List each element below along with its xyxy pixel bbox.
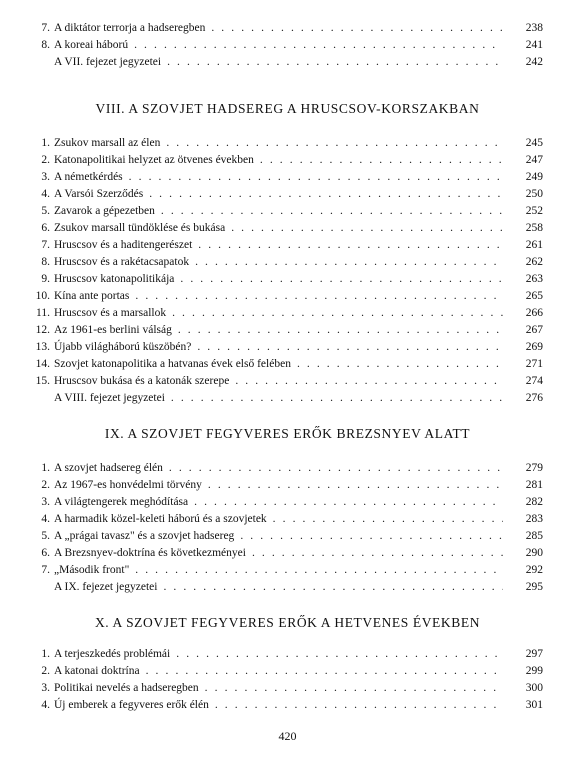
- entry-title: A terjeszkedés problémái: [54, 648, 171, 660]
- toc-entry: [30, 186, 543, 202]
- entry-page: 269: [505, 339, 543, 355]
- entry-page: 267: [505, 322, 543, 338]
- entry-page: 282: [505, 494, 543, 510]
- entry-number: 7.: [41, 22, 50, 34]
- entry-title: A Brezsnyev-doktrína és következményei: [54, 547, 246, 559]
- entry-page: 238: [505, 20, 543, 36]
- entry-title: Katonapolitikai helyzet az ötvenes években: [54, 154, 254, 166]
- entry-page: 258: [505, 220, 543, 236]
- toc-entry: [30, 373, 543, 389]
- entry-number: 1.: [41, 137, 50, 149]
- entry-number: 2.: [41, 154, 50, 166]
- entry-number: 11.: [36, 307, 50, 319]
- entry-page: 274: [505, 373, 543, 389]
- entry-number: 3.: [41, 496, 50, 508]
- entry-number: 7.: [41, 564, 50, 576]
- toc-entry: [30, 477, 543, 493]
- entry-title: Politikai nevelés a hadseregben: [54, 682, 199, 694]
- toc-entry: [30, 169, 543, 185]
- toc-entry: [30, 562, 543, 578]
- entry-page: 279: [505, 460, 543, 476]
- entry-title: A szovjet hadsereg élén: [54, 462, 163, 474]
- entry-page: 249: [505, 169, 543, 185]
- toc-entry: [30, 54, 543, 70]
- toc-entry: [30, 220, 543, 236]
- entry-page: 252: [505, 203, 543, 219]
- entry-number: 12.: [35, 324, 50, 336]
- entry-number: 9.: [41, 273, 50, 285]
- entry-page: 285: [505, 528, 543, 544]
- toc-entry: [30, 680, 543, 696]
- entry-number: 2.: [41, 665, 50, 677]
- entry-number: 6.: [41, 222, 50, 234]
- entry-number: 1.: [41, 648, 50, 660]
- entry-title: Zsukov marsall tündöklése és bukása: [54, 222, 226, 234]
- entry-number: 13.: [35, 341, 50, 353]
- entry-page: 281: [505, 477, 543, 493]
- entry-title: Hruscsov és a rakétacsapatok: [54, 256, 190, 268]
- toc-entry: [30, 305, 543, 321]
- chapter-heading: X. A SZOVJET FEGYVERES ERŐK A HETVENES ÉVEKBEN: [94, 615, 481, 630]
- entry-number: 7.: [41, 239, 50, 251]
- entry-title: Hruscsov katonapolitikája: [54, 273, 175, 285]
- toc-entry: [30, 37, 543, 53]
- toc-entry: [30, 494, 543, 510]
- toc-entry: [30, 254, 543, 270]
- entry-page: 301: [505, 697, 543, 713]
- page-number: 420: [278, 729, 297, 743]
- toc-entry: [30, 528, 543, 544]
- entry-number: 15.: [35, 375, 50, 387]
- entry-title: A diktátor terrorja a hadseregben: [54, 22, 206, 34]
- toc-entry: [30, 152, 543, 168]
- entry-title: A VIII. fejezet jegyzetei: [54, 392, 165, 404]
- entry-page: 299: [505, 663, 543, 679]
- entry-title: A katonai doktrína: [54, 665, 140, 677]
- entry-title: Az 1967-es honvédelmi törvény: [54, 479, 202, 491]
- toc-entry: [30, 579, 543, 595]
- toc-entry: [30, 20, 543, 36]
- entry-number: 6.: [41, 547, 50, 559]
- entry-number: 10.: [35, 290, 50, 302]
- entry-title: A németkérdés: [54, 171, 123, 183]
- entry-page: 263: [505, 271, 543, 287]
- toc-entry: [30, 237, 543, 253]
- entry-title: A világtengerek meghódítása: [54, 496, 189, 508]
- entry-title: Szovjet katonapolitika a hatvanas évek első felében: [54, 358, 291, 370]
- entry-title: Zavarok a gépezetben: [54, 205, 155, 217]
- entry-title: Hruscsov bukása és a katonák szerepe: [54, 375, 230, 387]
- entry-number: 5.: [41, 530, 50, 542]
- entry-title: A IX. fejezet jegyzetei: [54, 581, 158, 593]
- entry-title: Hruscsov és a haditengerészet: [54, 239, 193, 251]
- toc-entry: [30, 203, 543, 219]
- entry-page: 297: [505, 646, 543, 662]
- entry-title: Új emberek a fegyveres erők élén: [54, 699, 209, 711]
- toc-entry: [30, 460, 543, 476]
- toc-entry: [30, 288, 543, 304]
- entry-page: 292: [505, 562, 543, 578]
- entry-page: 250: [505, 186, 543, 202]
- entry-title: A koreai háború: [54, 39, 129, 51]
- toc-entry: [30, 339, 543, 355]
- entry-number: 3.: [41, 171, 50, 183]
- entry-title: Zsukov marsall az élen: [54, 137, 161, 149]
- entry-number: 5.: [41, 205, 50, 217]
- entry-title: Kína ante portas: [54, 290, 130, 302]
- toc-entry: [30, 697, 543, 713]
- toc-entry: [30, 511, 543, 527]
- entry-page: 283: [505, 511, 543, 527]
- entry-page: 245: [505, 135, 543, 151]
- toc-entry: [30, 135, 543, 151]
- entry-title: Hruscsov és a marsallok: [54, 307, 167, 319]
- chapter-heading: VIII. A SZOVJET HADSEREG A HRUSCSOV-KORSZAKBAN: [95, 101, 480, 116]
- entry-number: 4.: [41, 513, 50, 525]
- chapter-heading: IX. A SZOVJET FEGYVERES ERŐK BREZSNYEV ALATT: [104, 426, 471, 441]
- entry-page: 241: [505, 37, 543, 53]
- toc-entry: [30, 545, 543, 561]
- entry-title: A VII. fejezet jegyzetei: [54, 56, 162, 68]
- entry-page: 276: [505, 390, 543, 406]
- entry-page: 261: [505, 237, 543, 253]
- entry-number: 8.: [41, 256, 50, 268]
- toc-entry: [30, 322, 543, 338]
- toc-entry: [30, 356, 543, 372]
- entry-page: 295: [505, 579, 543, 595]
- entry-title: Újabb világháború küszöbén?: [54, 341, 192, 353]
- entry-number: 3.: [41, 682, 50, 694]
- entry-page: 262: [505, 254, 543, 270]
- toc-entry: [30, 390, 543, 406]
- entry-number: 8.: [41, 39, 50, 51]
- entry-page: 271: [505, 356, 543, 372]
- entry-page: 265: [505, 288, 543, 304]
- entry-number: 1.: [41, 462, 50, 474]
- entry-page: 242: [505, 54, 543, 70]
- entry-page: 247: [505, 152, 543, 168]
- entry-number: 14.: [35, 358, 50, 370]
- entry-page: 266: [505, 305, 543, 321]
- toc-entry: [30, 271, 543, 287]
- entry-number: 2.: [41, 479, 50, 491]
- entry-number: 4.: [41, 188, 50, 200]
- entry-title: Az 1961-es berlini válság: [54, 324, 172, 336]
- entry-page: 300: [505, 680, 543, 696]
- entry-title: „Második front": [54, 564, 130, 576]
- entry-title: A harmadik közel-keleti háború és a szovjetek: [54, 513, 267, 525]
- entry-title: A „prágai tavasz" és a szovjet hadsereg: [54, 530, 235, 542]
- entry-title: A Varsói Szerződés: [54, 188, 144, 200]
- toc-entry: [30, 646, 543, 662]
- entry-page: 290: [505, 545, 543, 561]
- entry-number: 4.: [41, 699, 50, 711]
- toc-entry: [30, 663, 543, 679]
